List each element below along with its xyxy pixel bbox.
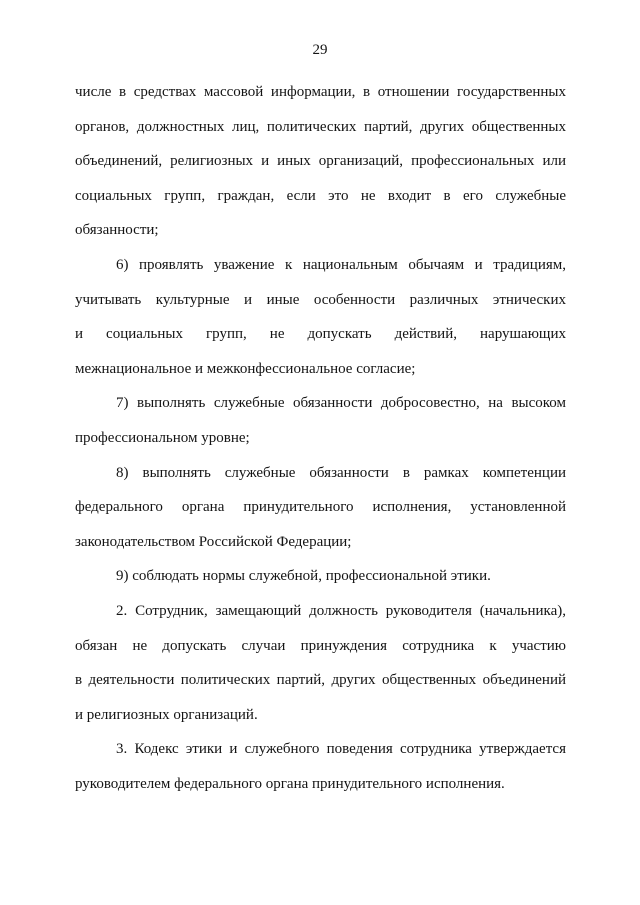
text-line: 6) проявлять уважение к национальным обычаям и традициям,: [116, 256, 566, 273]
page-number: 29: [312, 42, 328, 58]
text-line: числе в средствах массовой информации, в отношении государственных: [75, 84, 566, 100]
text-line: и религиозных организаций.: [75, 706, 258, 723]
text-line: и социальных групп, не допускать действий, нарушающих: [75, 326, 566, 343]
text-line: руководителем федерального органа принудительного исполнения.: [75, 775, 505, 792]
paragraph-item-8: [75, 456, 566, 560]
text-line: социальных групп, граждан, если это не входит в его служебные: [75, 187, 566, 204]
paragraph-item-9: [75, 559, 566, 594]
document-body: [75, 75, 566, 801]
text-line: 2. Сотрудник, замещающий должность руководителя (начальника),: [116, 602, 566, 619]
text-line: 3. Кодекс этики и служебного поведения сотрудника утверждается: [116, 741, 566, 758]
paragraph-item-7: [75, 386, 566, 455]
text-line: федерального органа принудительного исполнения, установленной: [75, 499, 566, 516]
paragraph-item-6: [75, 248, 566, 386]
text-line: профессиональном уровне;: [75, 429, 250, 446]
text-line: 8) выполнять служебные обязанности в рамках компетенции: [116, 464, 566, 481]
text-line: учитывать культурные и иные особенности различных этнических: [75, 291, 566, 308]
text-line: межнациональное и межконфессиональное согласие;: [75, 360, 416, 377]
text-line: органов, должностных лиц, политических партий, других общественных: [75, 118, 566, 135]
text-line: законодательством Российской Федерации;: [75, 533, 352, 550]
paragraph-clause-2: [75, 594, 566, 732]
text-line: в деятельности политических партий, других общественных объединений: [75, 672, 566, 689]
paragraph-continuation: [75, 75, 566, 248]
text-line: обязанности;: [75, 222, 159, 239]
text-line: 7) выполнять служебные обязанности добросовестно, на высоком: [116, 395, 566, 412]
text-line: объединений, религиозных и иных организаций, профессиональных или: [75, 153, 566, 170]
paragraph-clause-3: [75, 732, 566, 801]
text-line: 9) соблюдать нормы служебной, профессиональной этики.: [116, 568, 491, 585]
text-line: обязан не допускать случаи принуждения сотрудника к участию: [75, 637, 566, 654]
